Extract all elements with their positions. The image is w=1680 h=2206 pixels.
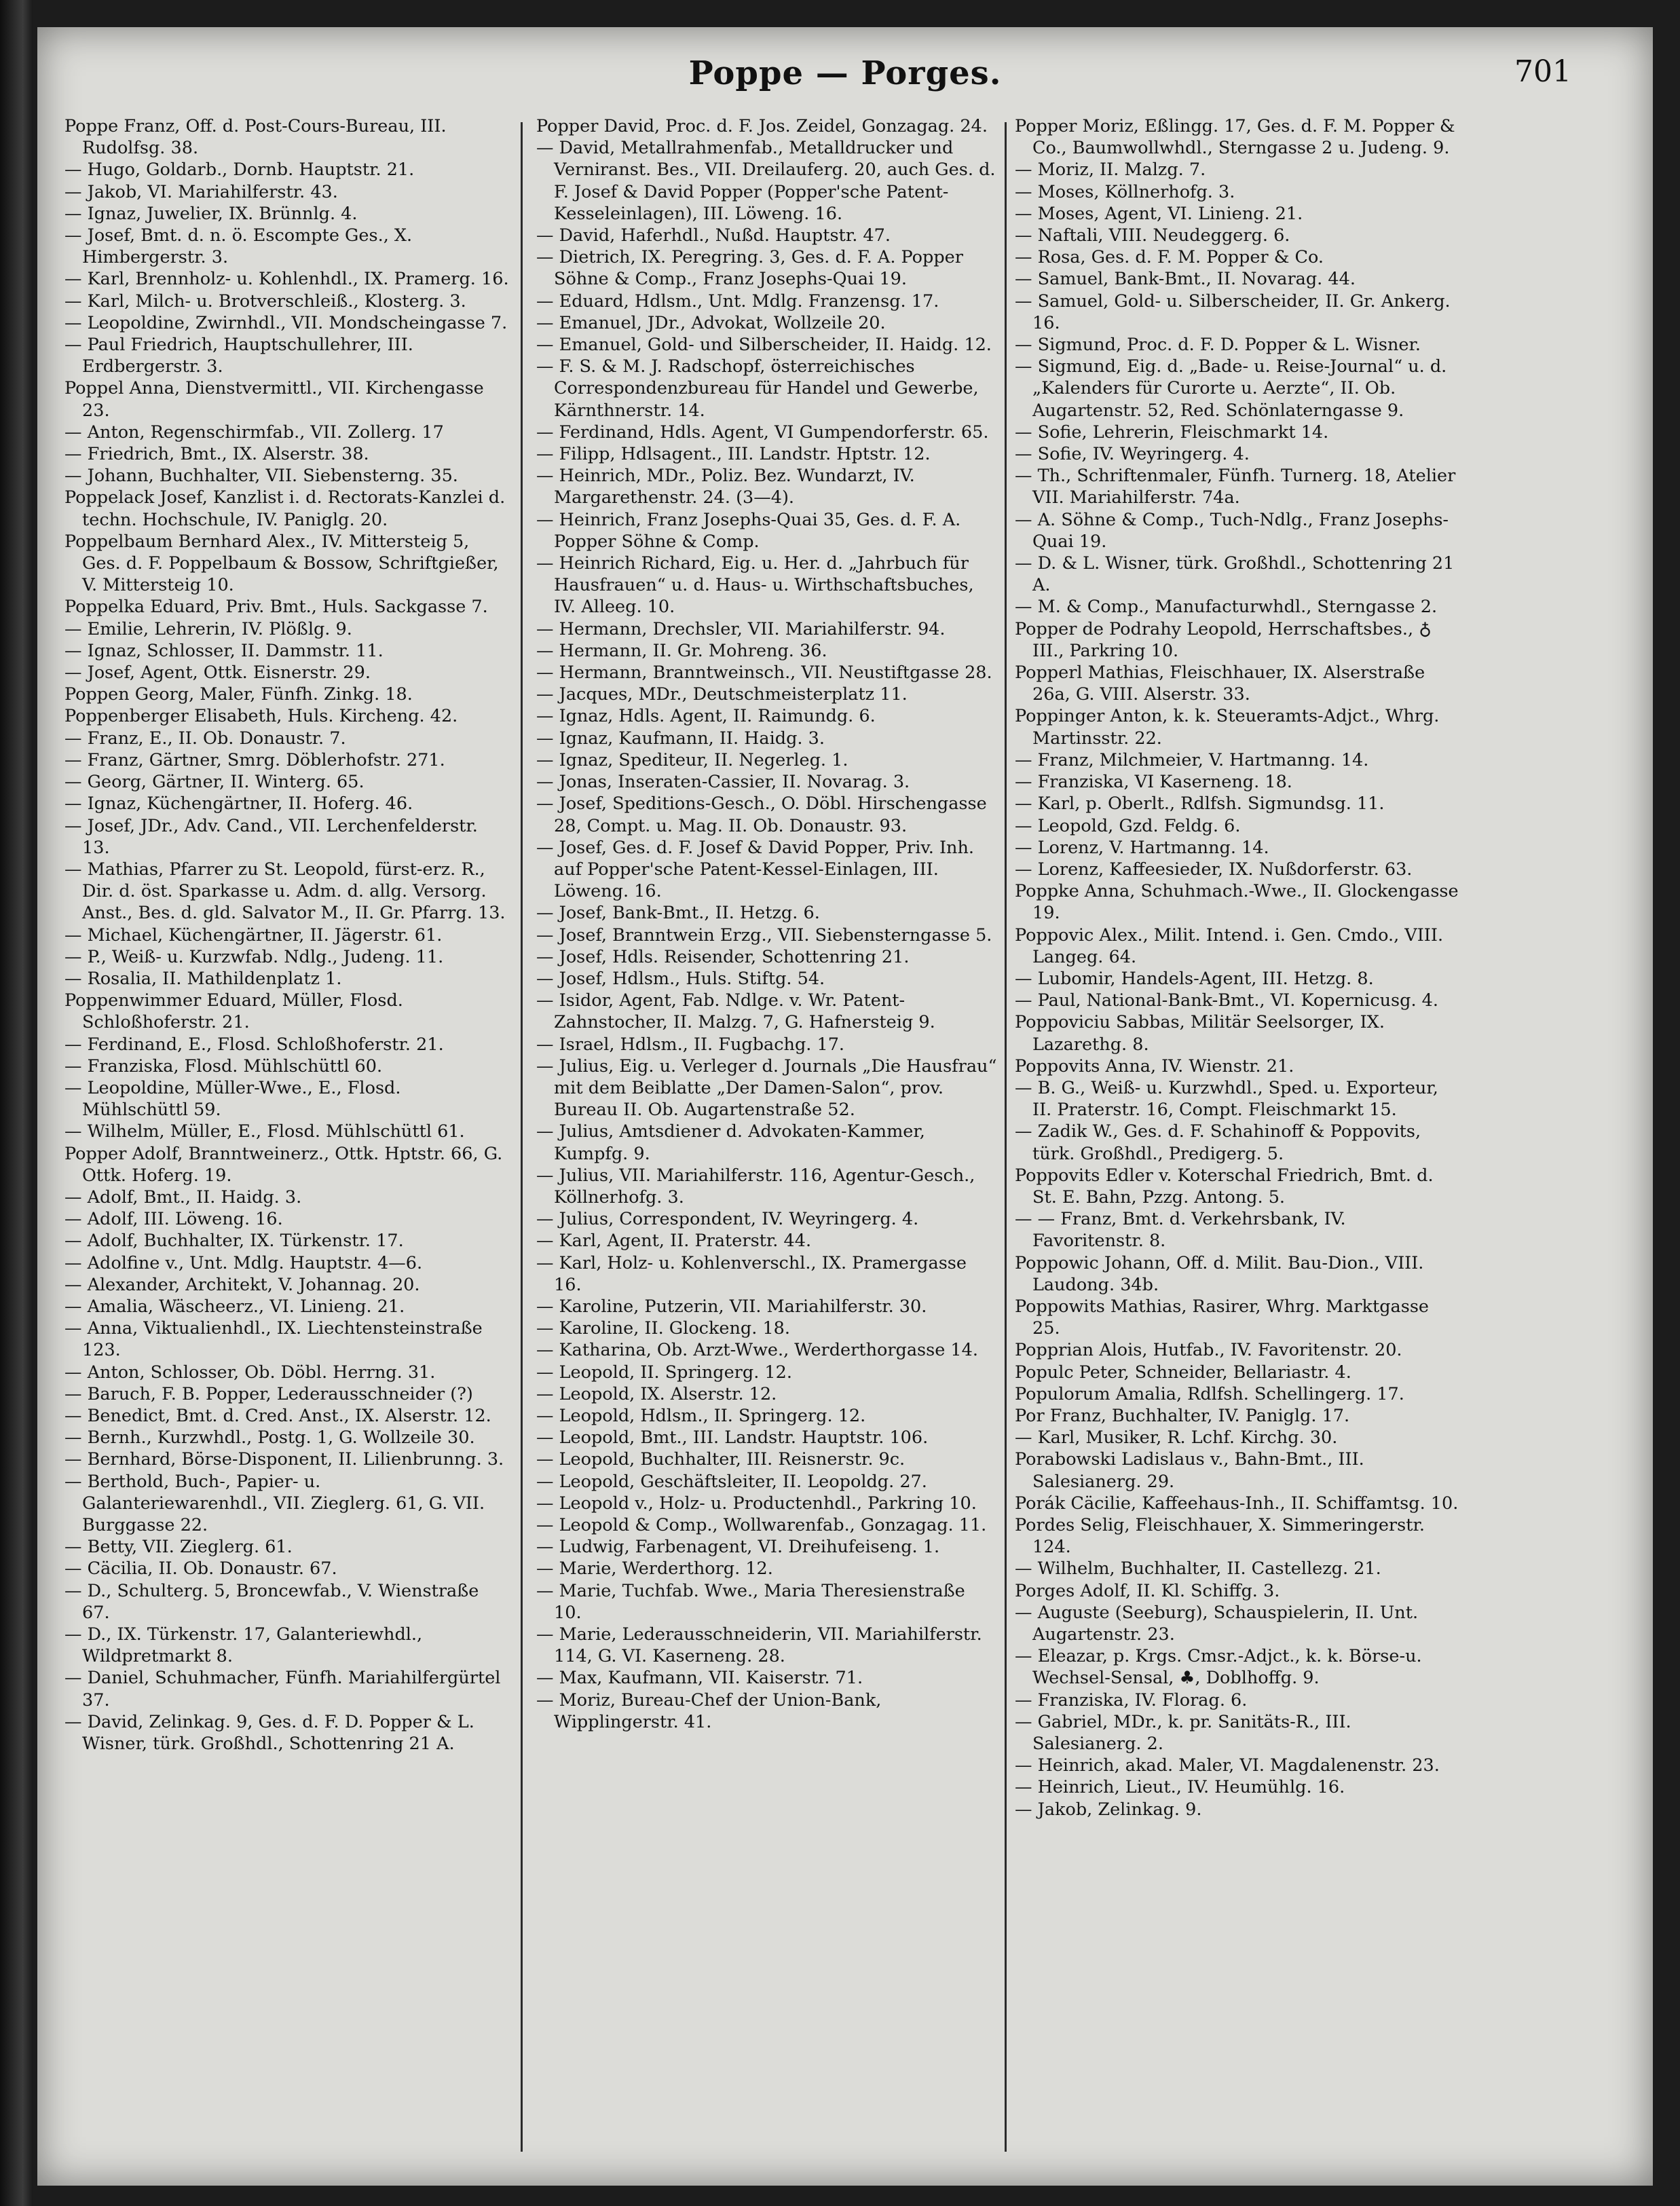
directory-entry: — Auguste (Seeburg), Schauspielerin, II. Unt. Augartenstr. 23. — [1015, 1602, 1424, 1645]
directory-entry: — Heinrich, akad. Maler, VI. Magdalenenstr. 23. — [1015, 1755, 1440, 1776]
directory-entry: — Ignaz, Spediteur, II. Negerleg. 1. — [536, 749, 848, 770]
directory-entry: Popper Adolf, Branntweinerz., Ottk. Hptstr. 66, G. Ottk. Hoferg. 19. — [64, 1143, 508, 1186]
directory-entry: — Betty, VII. Zieglerg. 61. — [64, 1537, 293, 1558]
directory-entry: — Rosalia, II. Mathildenplatz 1. — [64, 968, 342, 989]
directory-entry: — Adolf, Bmt., II. Haidg. 3. — [64, 1186, 302, 1208]
directory-entry: Poppke Anna, Schuhmach.-Wwe., II. Glockengasse 19. — [1015, 881, 1464, 924]
directory-entry: — Josef, Agent, Ottk. Eisnerstr. 29. — [64, 662, 371, 684]
directory-entry: — Hugo, Goldarb., Dornb. Hauptstr. 21. — [64, 160, 415, 181]
directory-entry: — Daniel, Schuhmacher, Fünfh. Mariahilfergürtel 37. — [64, 1668, 506, 1710]
directory-entry: — D., IX. Türkenstr. 17, Galanteriewhdl., Wildpretmarkt 8. — [64, 1624, 428, 1667]
directory-entry: — Ignaz, Hdls. Agent, II. Raimundg. 6. — [536, 706, 876, 727]
directory-entry: Popper Moriz, Eßlingg. 17, Ges. d. F. M. Popper & Co., Baumwollwhdl., Sterngasse 2 u. Judeng. 9. — [1015, 116, 1461, 159]
directory-entry: Populorum Amalia, Rdlfsh. Schellingerg. 17. — [1015, 1383, 1404, 1404]
directory-entry: — Sigmund, Proc. d. F. D. Popper & L. Wisner. — [1015, 335, 1421, 356]
directory-entry: — Julius, Amtsdiener d. Advokaten-Kammer, Kumpfg. 9. — [536, 1121, 931, 1164]
directory-entry: — Sigmund, Eig. d. „Bade- u. Reise-Journal“ u. d. „Kalenders für Curorte u. Aerzte“, II. Ob. Augartenstr. 52, Red. Schönlaterngasse 9. — [1015, 356, 1453, 421]
directory-entry: — Samuel, Gold- u. Silberscheider, II. Gr. Ankerg. 16. — [1015, 291, 1456, 333]
directory-entry: — Leopold & Comp., Wollwarenfab., Gonzagag. 11. — [536, 1515, 987, 1535]
directory-entry: — Franz, E., II. Ob. Donaustr. 7. — [64, 728, 346, 749]
directory-entry: — Karl, p. Oberlt., Rdlfsh. Sigmundsg. 11. — [1015, 793, 1385, 815]
directory-entry: — Th., Schriftenmaler, Fünfh. Turnerg. 18, Atelier VII. Mariahilferstr. 74a. — [1015, 466, 1461, 508]
directory-entry: — Cäcilia, II. Ob. Donaustr. 67. — [64, 1558, 337, 1579]
page-number: 701 — [1514, 54, 1571, 89]
directory-entry: Populc Peter, Schneider, Bellariastr. 4. — [1015, 1362, 1351, 1383]
directory-entry: — Filipp, Hdlsagent., III. Landstr. Hptstr. 12. — [536, 444, 931, 465]
directory-entry: — Lubomir, Handels-Agent, III. Hetzg. 8. — [1015, 968, 1374, 989]
directory-entry: — Samuel, Bank-Bmt., II. Novarag. 44. — [1015, 269, 1356, 290]
column-left — [64, 115, 509, 2158]
directory-entry: — Heinrich, MDr., Poliz. Bez. Wundarzt, IV. Margarethenstr. 24. (3—4). — [536, 466, 920, 508]
directory-entry: — F. S. & M. J. Radschopf, österreichisches Correspondenzbureau für Handel und Gewerbe, Kärnthnerstr. 14. — [536, 356, 984, 421]
directory-entry: Poppenwimmer Eduard, Müller, Flosd. Schloßhoferstr. 21. — [64, 990, 409, 1033]
directory-entry: — Leopoldine, Zwirnhdl., VII. Mondscheingasse 7. — [64, 312, 508, 333]
directory-entry: — Emilie, Lehrerin, IV. Plößlg. 9. — [64, 618, 352, 639]
directory-entry: — David, Metallrahmenfab., Metalldrucker und Verniranst. Bes., VII. Dreilauferg. 20, auch Ges. d. F. Josef & David Popper (Popper'sche Patent-Kesseleinlagen), III. Löweng. 16. — [536, 138, 1001, 224]
directory-entry: — Amalia, Wäscheerz., VI. Linieng. 21. — [64, 1296, 405, 1317]
directory-entry: Poppelack Josef, Kanzlist i. d. Rectorats-Kanzlei d. techn. Hochschule, IV. Paniglg. 20. — [64, 487, 511, 530]
directory-entry: — Josef, Ges. d. F. Josef & David Popper, Priv. Inh. auf Popper'sche Patent-Kessel-Einlagen, III. Löweng. 16. — [536, 837, 980, 902]
directory-entry: — Friedrich, Bmt., IX. Alserstr. 38. — [64, 444, 369, 465]
directory-entry: — Lorenz, V. Hartmanng. 14. — [1015, 837, 1269, 858]
directory-entry: Poppelbaum Bernhard Alex., IV. Mittersteig 5, Ges. d. F. Poppelbaum & Bossow, Schriftgießer, V. Mittersteig 10. — [64, 531, 504, 596]
column-middle — [536, 115, 1003, 2158]
directory-entry: — Moriz, Bureau-Chef der Union-Bank, Wipplingerstr. 41. — [536, 1689, 887, 1732]
directory-entry: — David, Zelinkag. 9, Ges. d. F. D. Popper & L. Wisner, türk. Großhdl., Schottenring 21 A. — [64, 1711, 480, 1755]
directory-entry: — Gabriel, MDr., k. pr. Sanitäts-R., III. Salesianerg. 2. — [1015, 1711, 1357, 1755]
directory-entry: — Ignaz, Schlosser, II. Dammstr. 11. — [64, 640, 384, 661]
directory-entry: Poppoviciu Sabbas, Militär Seelsorger, IX. Lazarethg. 8. — [1015, 1012, 1391, 1055]
directory-entry: — Josef, Bmt. d. n. ö. Escompte Ges., X. Himbergerstr. 3. — [64, 225, 418, 268]
directory-entry: — Josef, Bank-Bmt., II. Hetzg. 6. — [536, 903, 820, 924]
directory-entry: — Katharina, Ob. Arzt-Wwe., Werderthorgasse 14. — [536, 1340, 978, 1361]
directory-entry: — Jakob, Zelinkag. 9. — [1015, 1799, 1202, 1820]
directory-entry: Poppelka Eduard, Priv. Bmt., Huls. Sackgasse 7. — [64, 597, 488, 618]
directory-entry: — Julius, VII. Mariahilferstr. 116, Agentur-Gesch., Köllnerhofg. 3. — [536, 1165, 981, 1208]
directory-entry: Popper David, Proc. d. F. Jos. Zeidel, Gonzagag. 24. — [536, 116, 988, 136]
running-title: Poppe — Porges. — [688, 54, 1002, 92]
directory-entry: Popper de Podrahy Leopold, Herrschaftsbes., ♁ III., Parkring 10. — [1015, 618, 1437, 661]
directory-entry: — Leopold, II. Springerg. 12. — [536, 1362, 792, 1383]
directory-entry: — Josef, Hdlsm., Huls. Stiftg. 54. — [536, 968, 825, 989]
directory-entry: — Josef, JDr., Adv. Cand., VII. Lerchenfelderstr. 13. — [64, 815, 484, 858]
directory-entry: — Karl, Agent, II. Praterstr. 44. — [536, 1231, 812, 1252]
directory-entry: — Wilhelm, Müller, E., Flosd. Mühlschüttl 61. — [64, 1121, 465, 1142]
directory-entry: — Franz, Milchmeier, V. Hartmanng. 14. — [1015, 749, 1369, 770]
directory-entry: — Paul Friedrich, Hauptschullehrer, III. Erdbergerstr. 3. — [64, 335, 419, 377]
directory-entry: — Karl, Holz- u. Kohlenverschl., IX. Pramergasse 16. — [536, 1252, 973, 1295]
directory-entry: Poppinger Anton, k. k. Steueramts-Adjct., Whrg. Martinsstr. 22. — [1015, 706, 1445, 749]
directory-entry: — Hermann, II. Gr. Mohreng. 36. — [536, 640, 827, 661]
directory-entry: — Moses, Agent, VI. Linieng. 21. — [1015, 203, 1303, 224]
directory-entry: — Ignaz, Küchengärtner, II. Hoferg. 46. — [64, 793, 413, 815]
directory-entry: — Bernhard, Börse-Disponent, II. Lilienbrunng. 3. — [64, 1449, 504, 1470]
directory-entry: Poppel Anna, Dienstvermittl., VII. Kirchengasse 23. — [64, 378, 489, 421]
directory-entry: Poppen Georg, Maler, Fünfh. Zinkg. 18. — [64, 684, 413, 705]
directory-entry: — A. Söhne & Comp., Tuch-Ndlg., Franz Josephs-Quai 19. — [1015, 509, 1449, 552]
directory-entry: — Franziska, VI Kaserneng. 18. — [1015, 772, 1292, 793]
directory-entry: — Hermann, Branntweinsch., VII. Neustiftgasse 28. — [536, 662, 992, 684]
page-gutter-shadow — [0, 0, 33, 2206]
directory-entry: — Moses, Köllnerhofg. 3. — [1015, 181, 1235, 202]
directory-entry: — P., Weiß- u. Kurzwfab. Ndlg., Judeng. 11. — [64, 946, 444, 967]
directory-entry: — Karoline, Putzerin, VII. Mariahilferstr. 30. — [536, 1296, 927, 1317]
directory-entry: Poppovits Edler v. Koterschal Friedrich, Bmt. d. St. E. Bahn, Pzzg. Antong. 5. — [1015, 1165, 1439, 1208]
directory-entry: — Karl, Milch- u. Brotverschleiß., Klosterg. 3. — [64, 291, 466, 312]
directory-entry: — Julius, Correspondent, IV. Weyringerg. 4. — [536, 1209, 919, 1230]
directory-entry: — Marie, Werderthorg. 12. — [536, 1558, 773, 1579]
directory-entry: — Adolf, Buchhalter, IX. Türkenstr. 17. — [64, 1231, 404, 1252]
directory-entry: — Ferdinand, Hdls. Agent, VI Gumpendorferstr. 65. — [536, 422, 989, 443]
directory-entry: — Adolfine v., Unt. Mdlg. Hauptstr. 4—6. — [64, 1252, 423, 1273]
directory-entry: — Jacques, MDr., Deutschmeisterplatz 11. — [536, 684, 908, 705]
directory-entry: — Leopold, Gzd. Feldg. 6. — [1015, 815, 1241, 836]
directory-entry: — Jonas, Inseraten-Cassier, II. Novarag. 3. — [536, 772, 910, 793]
directory-entry: — Zadik W., Ges. d. F. Schahinoff & Poppovits, türk. Großhdl., Predigerg. 5. — [1015, 1121, 1427, 1164]
directory-entry: Poppe Franz, Off. d. Post-Cours-Bureau, III. Rudolfsg. 38. — [64, 116, 452, 159]
directory-entry: — D. & L. Wisner, türk. Großhdl., Schottenring 21 A. — [1015, 553, 1460, 596]
directory-entry: — Naftali, VIII. Neudeggerg. 6. — [1015, 225, 1290, 246]
directory-entry: — Emanuel, JDr., Advokat, Wollzeile 20. — [536, 312, 886, 333]
directory-entry: — Emanuel, Gold- und Silberscheider, II. Haidg. 12. — [536, 335, 992, 356]
directory-entry: — Ludwig, Farbenagent, VI. Dreihufeiseng. 1. — [536, 1537, 940, 1558]
directory-entry: — Ignaz, Juwelier, IX. Brünnlg. 4. — [64, 203, 358, 224]
directory-entry: — Heinrich, Lieut., IV. Heumühlg. 16. — [1015, 1777, 1345, 1798]
directory-entry: — Sofie, IV. Weyringerg. 4. — [1015, 444, 1250, 465]
directory-entry: — Julius, Eig. u. Verleger d. Journals „Die Hausfrau“ mit dem Beiblatte „Der Damen-Salon“, prov. Bureau II. Ob. Augartenstraße 52. — [536, 1055, 1003, 1121]
directory-entry: — Josef, Hdls. Reisender, Schottenring 21. — [536, 946, 910, 967]
directory-entry: — Marie, Lederausschneiderin, VII. Mariahilferstr. 114, G. VI. Kaserneng. 28. — [536, 1624, 988, 1667]
directory-entry: — Max, Kaufmann, VII. Kaiserstr. 71. — [536, 1668, 863, 1689]
directory-entry: — Hermann, Drechsler, VII. Mariahilferstr. 94. — [536, 618, 946, 639]
directory-entry: — Heinrich Richard, Eig. u. Her. d. „Jahrbuch für Hausfrauen“ u. d. Haus- u. Wirthschaftsbuches, IV. Alleeg. 10. — [536, 553, 979, 618]
page-header — [37, 48, 1653, 109]
directory-entry: — Eduard, Hdlsm., Unt. Mdlg. Franzensg. 17. — [536, 291, 939, 312]
directory-entry: Poppowic Johann, Off. d. Milit. Bau-Dion., VIII. Laudong. 34b. — [1015, 1252, 1430, 1295]
directory-entry: — Marie, Tuchfab. Wwe., Maria Theresienstraße 10. — [536, 1580, 971, 1623]
directory-entry: — Anton, Schlosser, Ob. Döbl. Herrng. 31. — [64, 1362, 436, 1383]
column-right — [1015, 115, 1464, 2158]
directory-entry: — Michael, Küchengärtner, II. Jägerstr. 61. — [64, 924, 443, 946]
directory-entry: — Adolf, III. Löweng. 16. — [64, 1209, 283, 1230]
directory-entry: — Josef, Branntwein Erzg., VII. Siebensterngasse 5. — [536, 924, 992, 946]
directory-entry: — Anna, Viktualienhdl., IX. Liechtensteinstraße 123. — [64, 1318, 488, 1361]
directory-entry: Pordes Selig, Fleischhauer, X. Simmeringerstr. 124. — [1015, 1515, 1431, 1558]
directory-entry: — Leopold, Bmt., III. Landstr. Hauptstr. 106. — [536, 1427, 929, 1448]
directory-entry: — Bernh., Kurzwhdl., Postg. 1, G. Wollzeile 30. — [64, 1427, 475, 1448]
directory-entry: — Leopold, Geschäftsleiter, II. Leopoldg. 27. — [536, 1471, 927, 1492]
directory-entry: Porabowski Ladislaus v., Bahn-Bmt., III. Salesianerg. 29. — [1015, 1449, 1370, 1492]
directory-entry: — Karl, Brennholz- u. Kohlenhdl., IX. Pramerg. 16. — [64, 269, 509, 290]
directory-entry: — Alexander, Architekt, V. Johannag. 20. — [64, 1274, 420, 1295]
directory-entry: Poppowits Mathias, Rasirer, Whrg. Marktgasse 25. — [1015, 1296, 1435, 1339]
directory-entry: Poppovic Alex., Milit. Intend. i. Gen. Cmdo., VIII. Langeg. 64. — [1015, 924, 1449, 967]
directory-entry: — Franziska, Flosd. Mühlschüttl 60. — [64, 1055, 383, 1077]
column-rule-left — [521, 122, 523, 2152]
directory-entry: — Baruch, F. B. Popper, Lederausschneider (?) — [64, 1383, 473, 1404]
directory-entry: — M. & Comp., Manufacturwhdl., Sterngasse 2. — [1015, 597, 1438, 618]
directory-entry: — D., Schulterg. 5, Broncewfab., V. Wienstraße 67. — [64, 1580, 485, 1623]
directory-entry: — Georg, Gärtner, II. Winterg. 65. — [64, 772, 365, 793]
directory-entry: — Lorenz, Kaffeesieder, IX. Nußdorferstr. 63. — [1015, 859, 1413, 880]
directory-entry: — Franz, Gärtner, Smrg. Döblerhofstr. 271. — [64, 749, 445, 770]
directory-entry: — Leopold v., Holz- u. Productenhdl., Parkring 10. — [536, 1493, 977, 1514]
directory-entry: — Ferdinand, E., Flosd. Schloßhoferstr. 21. — [64, 1034, 444, 1055]
directory-entry: — Eleazar, p. Krgs. Cmsr.-Adjct., k. k. Börse-u. Wechsel-Sensal, ♣, Doblhoffg. 9. — [1015, 1646, 1427, 1689]
directory-entry: — Franziska, IV. Florag. 6. — [1015, 1689, 1248, 1710]
directory-entry: — Paul, National-Bank-Bmt., VI. Koperniсusg. 4. — [1015, 990, 1439, 1011]
directory-entry: — Jakob, VI. Mariahilferstr. 43. — [64, 181, 338, 202]
directory-entry: — Israel, Hdlsm., II. Fugbachg. 17. — [536, 1034, 845, 1055]
directory-entry: Popprian Alois, Hutfab., IV. Favoritenstr. 20. — [1015, 1340, 1402, 1361]
directory-entry: — — Franz, Bmt. d. Verkehrsbank, IV. Favoritenstr. 8. — [1015, 1209, 1351, 1252]
directory-entry: Popperl Mathias, Fleischhauer, IX. Alserstraße 26a, G. VIII. Alserstr. 33. — [1015, 662, 1431, 705]
directory-entry: — Karl, Musiker, R. Lchf. Kirchg. 30. — [1015, 1427, 1338, 1448]
directory-entry: — Josef, Speditions-Gesch., O. Döbl. Hirschengasse 28, Compt. u. Mag. II. Ob. Donaustr. 93. — [536, 793, 992, 836]
directory-entry: Porák Cäcilie, Kaffeehaus-Inh., II. Schiffamtsg. 10. — [1015, 1493, 1459, 1514]
directory-entry: Por Franz, Buchhalter, IV. Paniglg. 17. — [1015, 1405, 1350, 1426]
directory-entry: — Wilhelm, Buchhalter, II. Castellezg. 21. — [1015, 1558, 1381, 1579]
directory-entry: — Karoline, II. Glockeng. 18. — [536, 1318, 791, 1339]
directory-entry: — Leopold, Hdlsm., II. Springerg. 12. — [536, 1405, 866, 1426]
directory-entry: — Rosa, Ges. d. F. M. Popper & Co. — [1015, 247, 1324, 268]
directory-entry: — Berthold, Buch-, Papier- u. Galanteriewarenhdl., VII. Zieglerg. 61, G. VII. Burggasse 22. — [64, 1471, 491, 1535]
directory-entry: — Leopoldine, Müller-Wwe., E., Flosd. Mühlschüttl 59. — [64, 1077, 407, 1121]
directory-entry: — David, Haferhdl., Nußd. Hauptstr. 47. — [536, 225, 891, 246]
directory-entry: — Dietrich, IX. Peregring. 3, Ges. d. F. A. Popper Söhne & Comp., Franz Josephs-Quai 19. — [536, 247, 969, 290]
directory-entry: — Isidor, Agent, Fab. Ndlge. v. Wr. Patent-Zahnstocher, II. Malzg. 7, G. Hafnersteig 9. — [536, 990, 935, 1033]
column-rule-right — [1005, 122, 1007, 2152]
directory-entry: — Leopold, Buchhalter, III. Reisnerstr. 9c. — [536, 1449, 906, 1470]
directory-entry: Poppovits Anna, IV. Wienstr. 21. — [1015, 1055, 1294, 1077]
directory-page — [37, 27, 1653, 2186]
directory-entry: Porges Adolf, II. Kl. Schiffg. 3. — [1015, 1580, 1280, 1601]
directory-entry: — Anton, Regenschirmfab., VII. Zollerg. 17 — [64, 422, 444, 443]
directory-entry: — Heinrich, Franz Josephs-Quai 35, Ges. d. F. A. Popper Söhne & Comp. — [536, 509, 967, 552]
directory-entry: — Mathias, Pfarrer zu St. Leopold, fürst-erz. R., Dir. d. öst. Sparkasse u. Adm. d. allg. Versorg. Anst., Bes. d. gld. Salvator M., II. Gr. Pfarrg. 13. — [64, 859, 506, 924]
directory-entry: — Leopold, IX. Alserstr. 12. — [536, 1383, 777, 1404]
directory-entry: — Moriz, II. Malzg. 7. — [1015, 160, 1206, 181]
directory-entry: — Benedict, Bmt. d. Cred. Anst., IX. Alserstr. 12. — [64, 1405, 491, 1426]
directory-entry: — Sofie, Lehrerin, Fleischmarkt 14. — [1015, 422, 1329, 443]
directory-entry: — Johann, Buchhalter, VII. Siebensterng. 35. — [64, 466, 458, 487]
directory-entry: — Ignaz, Kaufmann, II. Haidg. 3. — [536, 728, 825, 749]
directory-entry: Poppenberger Elisabeth, Huls. Kircheng. 42. — [64, 706, 458, 727]
directory-entry: — B. G., Weiß- u. Kurzwhdl., Sped. u. Exporteur, II. Praterstr. 16, Compt. Fleischmarkt 15. — [1015, 1077, 1444, 1121]
